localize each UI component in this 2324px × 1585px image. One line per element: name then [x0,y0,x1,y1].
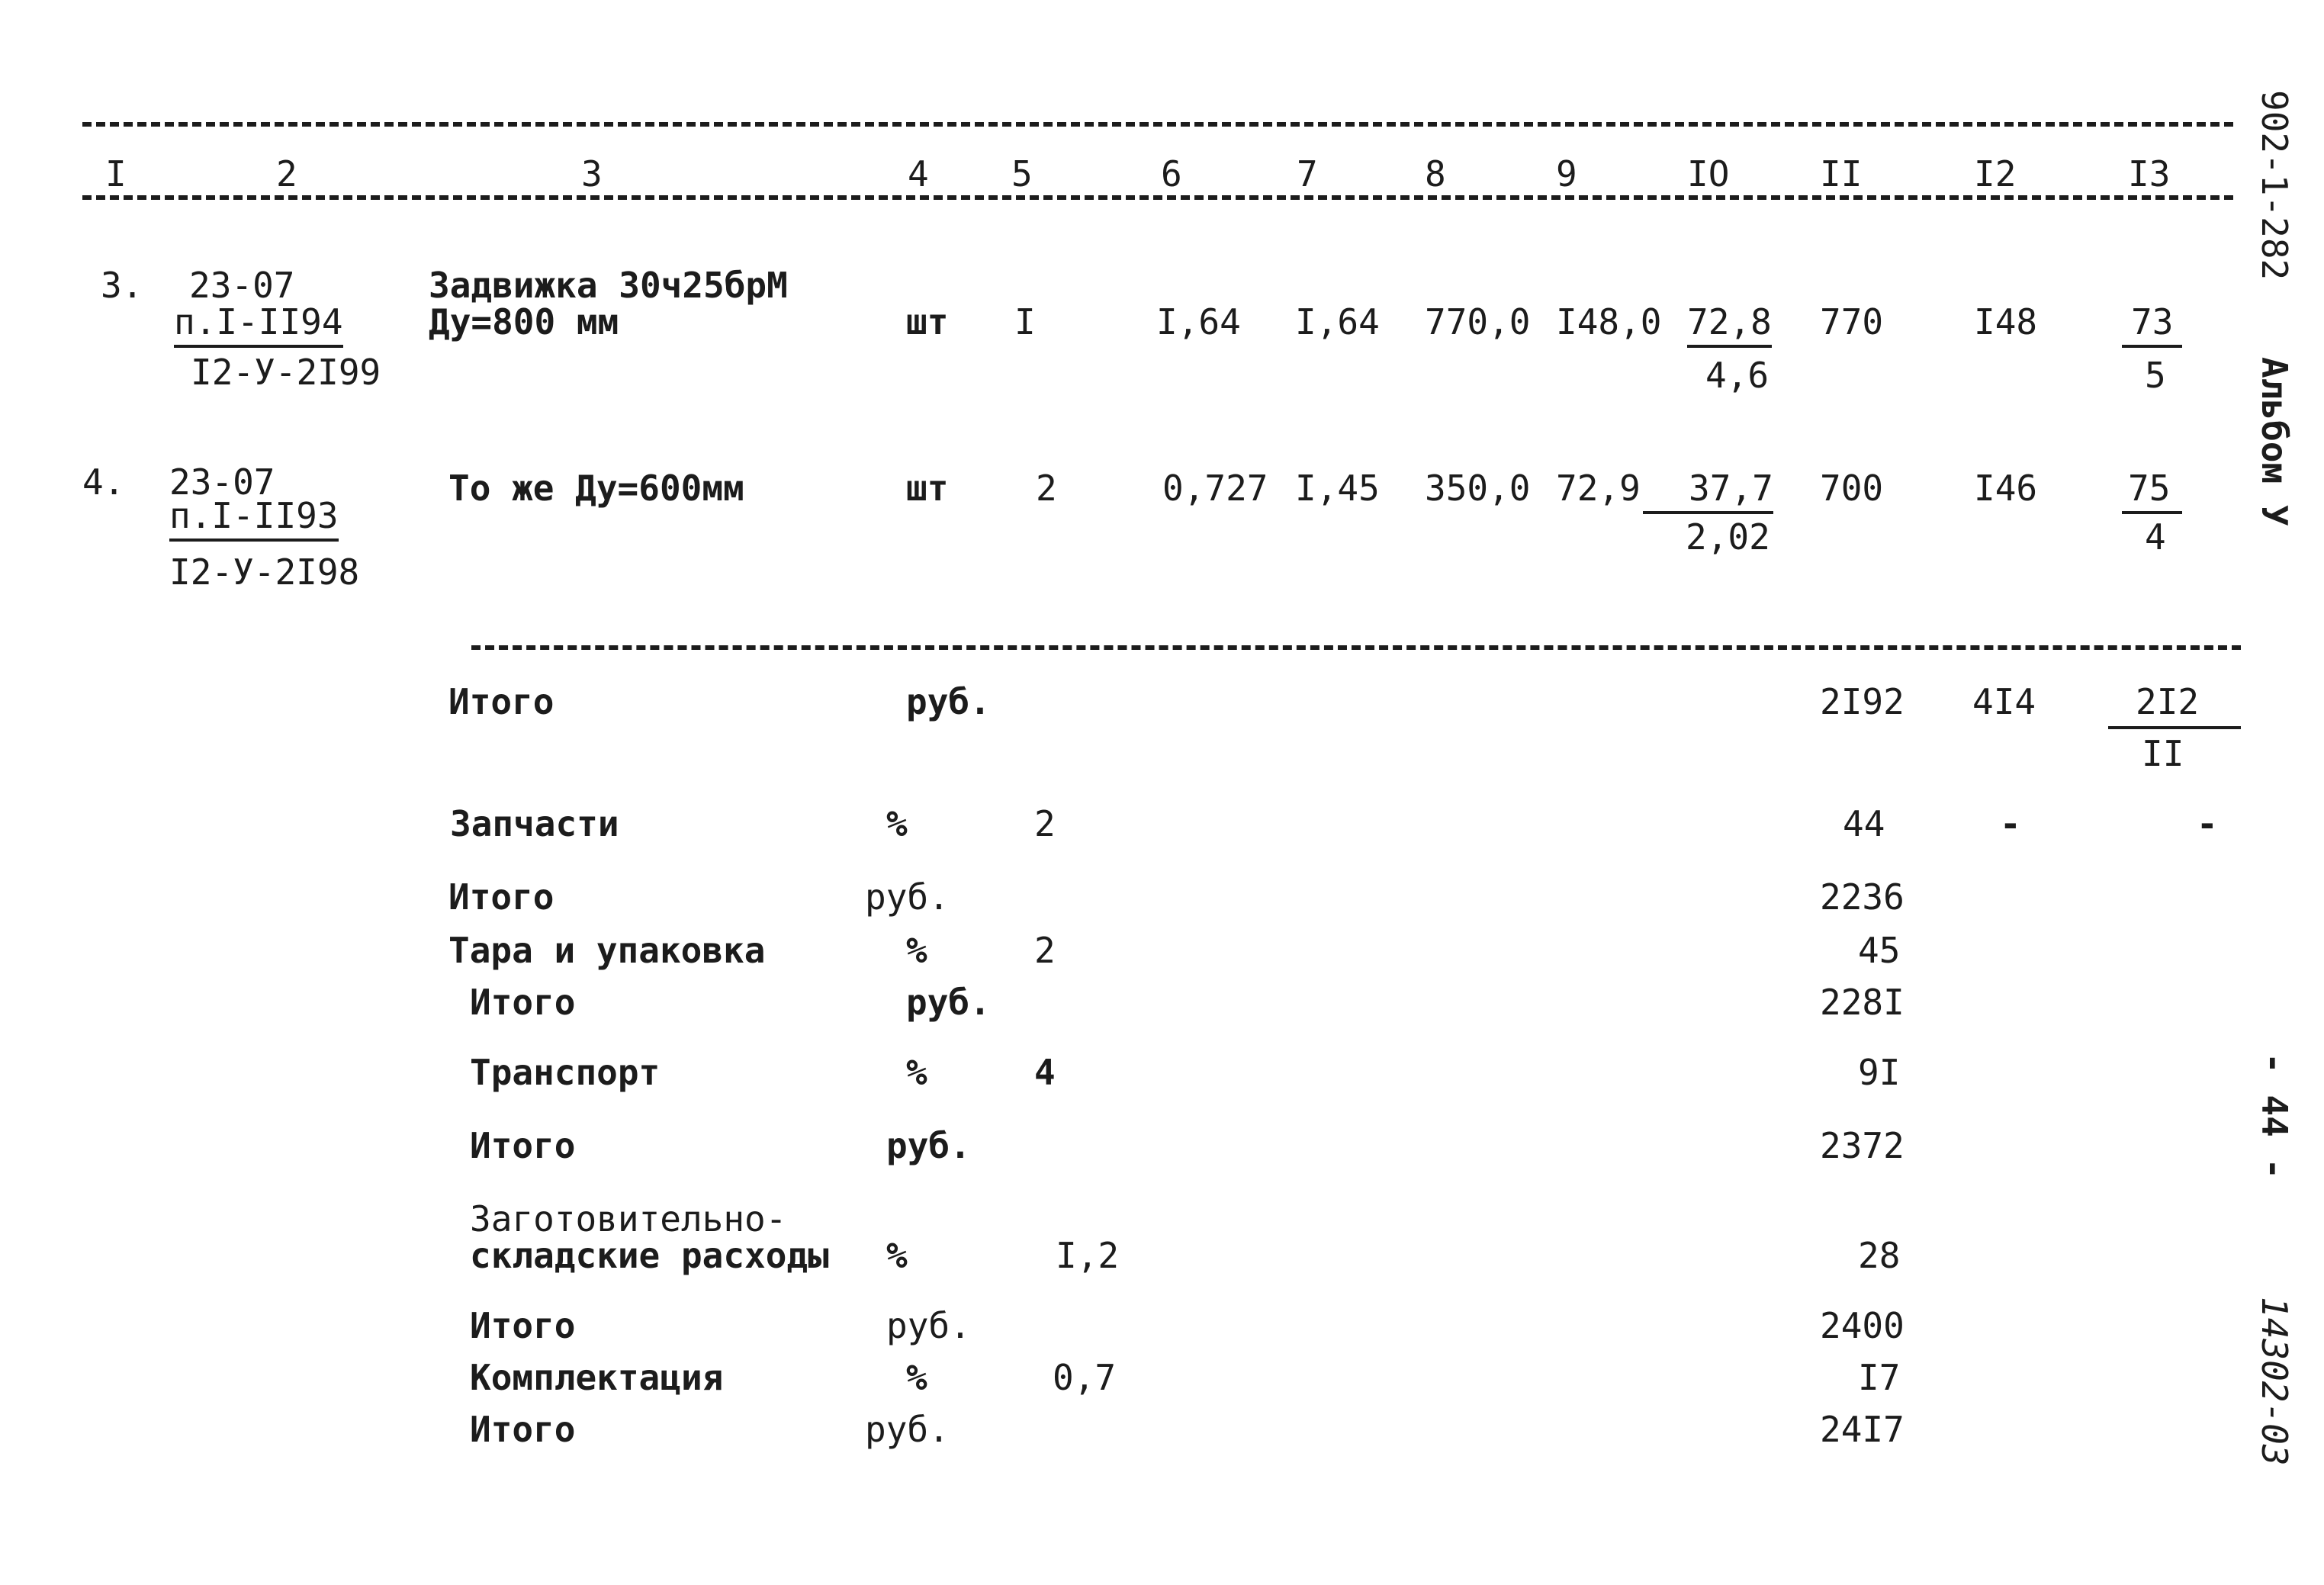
header-bottom-rule [82,195,2233,200]
itogo-fraction-line [2108,726,2241,729]
col-4: 4 [908,153,929,195]
spare-rate: 2 [1034,803,1056,844]
row-c7: I,64 [1295,301,1380,342]
itogo-label: Итого [470,982,576,1023]
itogo-label: Итого [448,681,554,722]
itogo-unit: руб. [906,982,991,1023]
itogo-c11: 228I [1820,982,1905,1023]
spare-c13: - [2197,803,2218,844]
spare-unit: % [886,803,908,844]
storage-label: Заготовительно- [470,1198,787,1239]
col-2: 2 [276,153,297,195]
transport-label: Транспорт [470,1052,661,1093]
row-c7: I,45 [1295,468,1380,509]
itogo-label: Итого [448,876,554,918]
tara-rate: 2 [1034,930,1056,971]
row-c13-top: 75 [2122,467,2182,514]
row-code: 23-07 [189,265,295,306]
col-8: 8 [1425,153,1446,195]
itogo-label: Итого [470,1409,576,1450]
row-c8: 350,0 [1425,468,1531,509]
row-name: То же Ду=600мм [448,468,744,509]
itogo-label: Итого [470,1305,576,1346]
row-c10-top: 72,8 [1687,301,1772,348]
row-c8: 770,0 [1425,301,1531,342]
kompl-unit: % [906,1357,927,1398]
header-top-rule [82,122,2233,127]
row-unit: шт [906,301,949,342]
itogo-c11: 2I92 [1820,681,1905,722]
itogo-unit: руб. [865,876,950,918]
itogo-c13-bottom: II [2142,733,2184,774]
col-13: I3 [2128,153,2171,195]
storage-label-line2: складские расходы [470,1235,829,1276]
storage-c11: 28 [1858,1235,1901,1276]
itogo-unit: руб. [886,1305,971,1346]
col-7: 7 [1297,153,1318,195]
doc-code: 902-1-282 [2254,90,2295,281]
transport-rate: 4 [1034,1052,1056,1093]
row-c12: I48 [1974,301,2038,342]
row-c10-bottom: 2,02 [1686,516,1770,558]
col-6: 6 [1161,153,1182,195]
col-11: II [1820,153,1863,195]
kompl-c11: I7 [1858,1357,1901,1398]
row-c6: 0,727 [1162,468,1268,509]
tara-label: Тара и упаковка [448,930,766,971]
handwritten-number: 14302-03 [2254,1297,2295,1466]
row-name-line2: Ду=800 мм [429,301,619,342]
col-5: 5 [1011,153,1033,195]
col-3: 3 [581,153,603,195]
row-c13-bottom: 5 [2145,355,2166,396]
row-ref: п.I-II94 [174,301,343,348]
col-12: I2 [1974,153,2017,195]
totals-rule [471,645,2241,650]
tara-unit: % [906,930,927,971]
row-code: 23-07 [169,461,275,503]
itogo-unit: руб. [906,681,991,722]
row-ref: п.I-II93 [169,494,339,542]
row-number: 3. [101,265,143,306]
itogo-unit: руб. [886,1125,971,1166]
row-c13-bottom: 4 [2145,516,2166,558]
row-c12: I46 [1974,468,2038,509]
row-qty: I [1014,301,1036,342]
page-number: - 44 - [2254,1053,2295,1180]
album-label: Альбом У [2254,357,2295,526]
itogo-c11: 24I7 [1820,1409,1905,1450]
row-c10-top: 37,7 [1643,467,1773,514]
transport-unit: % [906,1052,927,1093]
row-c11: 700 [1820,468,1884,509]
row-c11: 770 [1820,301,1884,342]
row-unit: шт [906,468,949,509]
spare-label: Запчасти [450,803,619,844]
kompl-rate: 0,7 [1053,1357,1117,1398]
storage-unit: % [886,1235,908,1276]
itogo-label: Итого [470,1125,576,1166]
row-name: Задвижка 30ч25брМ [429,265,788,306]
row-number: 4. [82,461,125,503]
itogo-c13-top: 2I2 [2136,681,2200,722]
itogo-c12: 4I4 [1972,681,2036,722]
itogo-c11: 2236 [1820,876,1905,918]
itogo-c11: 2400 [1820,1305,1905,1346]
row-c9: I48,0 [1556,301,1662,342]
itogo-c11: 2372 [1820,1125,1905,1166]
kompl-label: Комплектация [470,1357,724,1398]
row-qty: 2 [1036,468,1057,509]
spare-c12: - [2000,803,2021,844]
tara-c11: 45 [1858,930,1901,971]
transport-c11: 9I [1858,1052,1901,1093]
storage-rate: I,2 [1056,1235,1120,1276]
row-ref2: I2-У-2I99 [191,352,381,393]
spare-c11: 44 [1843,803,1885,844]
col-10: IO [1687,153,1730,195]
col-1: I [105,153,127,195]
row-c6: I,64 [1156,301,1241,342]
col-9: 9 [1556,153,1577,195]
itogo-unit: руб. [865,1409,950,1450]
row-c10-bottom: 4,6 [1705,355,1770,396]
row-c13-top: 73 [2122,301,2182,348]
row-c9: 72,9 [1556,468,1641,509]
row-ref2: I2-У-2I98 [169,551,360,593]
